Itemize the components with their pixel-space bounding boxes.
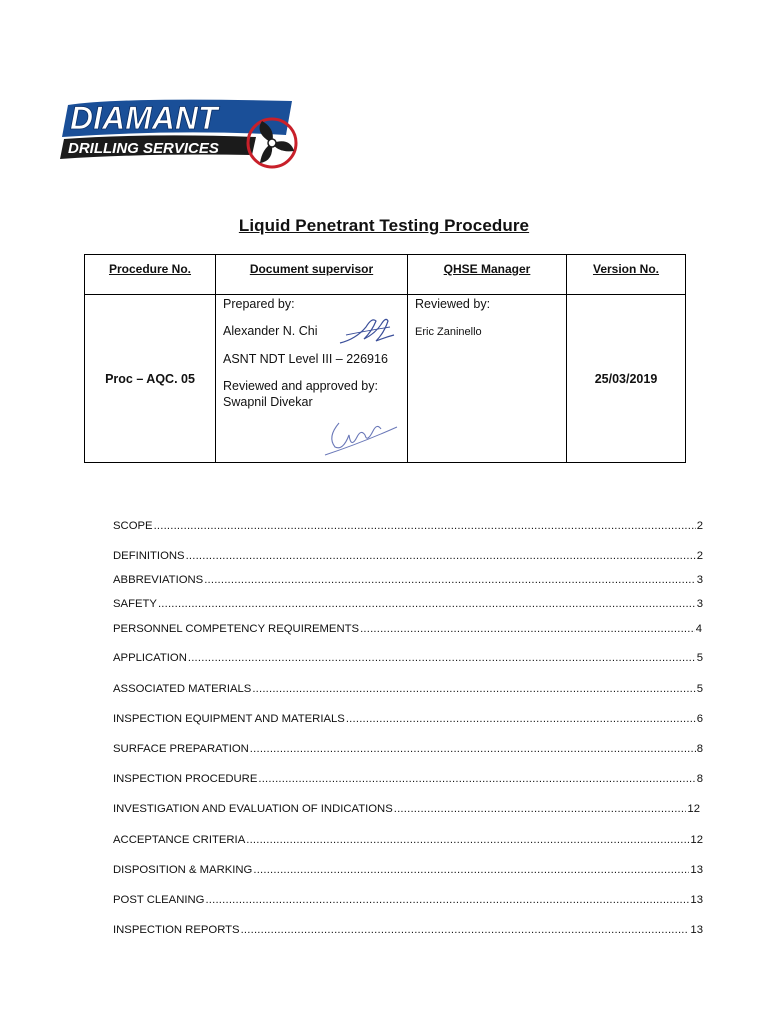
toc-entry[interactable] xyxy=(113,574,703,586)
toc-entry[interactable] xyxy=(113,520,703,532)
prepared-by-name: Alexander N. Chi xyxy=(223,324,318,338)
reviewed-by-name: Eric Zaninello xyxy=(415,326,482,338)
toc-entry-title: POST CLEANING xyxy=(113,894,205,906)
toc-entry-page: 2 xyxy=(696,550,703,562)
toc-entry[interactable] xyxy=(113,894,703,906)
toc-entry-title: DEFINITIONS xyxy=(113,550,185,562)
version-cell: 25/03/2019 xyxy=(567,295,686,463)
toc-entry[interactable] xyxy=(113,834,703,846)
toc-entry-title: DISPOSITION & MARKING xyxy=(113,864,253,876)
toc-entry-page: 13 xyxy=(690,864,703,876)
document-info-table xyxy=(84,254,686,463)
approved-by-label: Reviewed and approved by: xyxy=(223,379,378,393)
signature-alexander xyxy=(336,313,396,349)
signature-swapnil xyxy=(321,413,401,459)
header-version-no: Version No. xyxy=(567,255,686,295)
toc-entry-page: 8 xyxy=(696,743,703,755)
toc-entry[interactable] xyxy=(113,803,700,815)
toc-entry-page: 12 xyxy=(690,834,703,846)
company-logo xyxy=(60,95,310,175)
toc-entry-title: SCOPE xyxy=(113,520,153,532)
toc-entry-page: 5 xyxy=(696,652,703,664)
toc-entry-title: INSPECTION PROCEDURE xyxy=(113,773,258,785)
toc-entry-title: ASSOCIATED MATERIALS xyxy=(113,683,252,695)
approved-by-name: Swapnil Divekar xyxy=(223,395,313,409)
diamant-logo-graphic xyxy=(60,95,310,175)
toc-entry-title: INSPECTION EQUIPMENT AND MATERIALS xyxy=(113,713,345,725)
toc-entry[interactable] xyxy=(113,598,703,610)
toc-entry-page: 5 xyxy=(696,683,703,695)
toc-entry[interactable] xyxy=(113,683,703,695)
toc-entry[interactable] xyxy=(113,713,703,725)
toc-entry-page: 12 xyxy=(687,803,700,815)
header-procedure-no: Procedure No. xyxy=(85,255,216,295)
table-body-row xyxy=(85,295,686,463)
toc-entry-title: INVESTIGATION AND EVALUATION OF INDICATIONS xyxy=(113,803,393,815)
toc-entry-page: 6 xyxy=(696,713,703,725)
toc-entry-page: 13 xyxy=(690,924,703,936)
toc-entry-page: 4 xyxy=(695,623,702,635)
document-title: Liquid Penetrant Testing Procedure xyxy=(238,216,530,235)
logo-sub-text: DRILLING SERVICES xyxy=(68,140,219,157)
toc-entry[interactable] xyxy=(113,743,703,755)
procedure-number-cell: Proc – AQC. 05 xyxy=(85,295,216,463)
toc-entry[interactable] xyxy=(113,652,703,664)
reviewed-by-label: Reviewed by: xyxy=(415,297,491,311)
toc-entry-page: 3 xyxy=(696,574,703,586)
toc-entry-title: PERSONNEL COMPETENCY REQUIREMENTS xyxy=(113,623,360,635)
supervisor-cell xyxy=(216,295,408,463)
toc-entry-title: ABBREVIATIONS xyxy=(113,574,204,586)
header-qhse-manager: QHSE Manager xyxy=(408,255,567,295)
qhse-cell xyxy=(408,295,567,463)
qualification-text: ASNT NDT Level III – 226916 xyxy=(223,352,388,366)
logo-brand-text: DIAMANT xyxy=(70,100,218,136)
toc-entry-page: 13 xyxy=(690,894,703,906)
toc-entry[interactable] xyxy=(113,773,703,785)
toc-entry[interactable] xyxy=(113,550,703,562)
toc-entry[interactable] xyxy=(113,924,703,936)
toc-entry-title: ACCEPTANCE CRITERIA xyxy=(113,834,246,846)
table-header-row xyxy=(85,255,686,295)
toc-entry-page: 3 xyxy=(696,598,703,610)
toc-entry-page: 2 xyxy=(696,520,703,532)
toc-entry-page: 8 xyxy=(696,773,703,785)
prepared-by-label: Prepared by: xyxy=(223,297,295,311)
toc-entry[interactable] xyxy=(113,623,702,635)
toc-entry-title: INSPECTION REPORTS xyxy=(113,924,240,936)
toc-entry[interactable] xyxy=(113,864,703,876)
toc-entry-title: APPLICATION xyxy=(113,652,187,664)
toc-entry-title: SURFACE PREPARATION xyxy=(113,743,249,755)
header-document-supervisor: Document supervisor xyxy=(216,255,408,295)
toc-entry-title: SAFETY xyxy=(113,598,157,610)
